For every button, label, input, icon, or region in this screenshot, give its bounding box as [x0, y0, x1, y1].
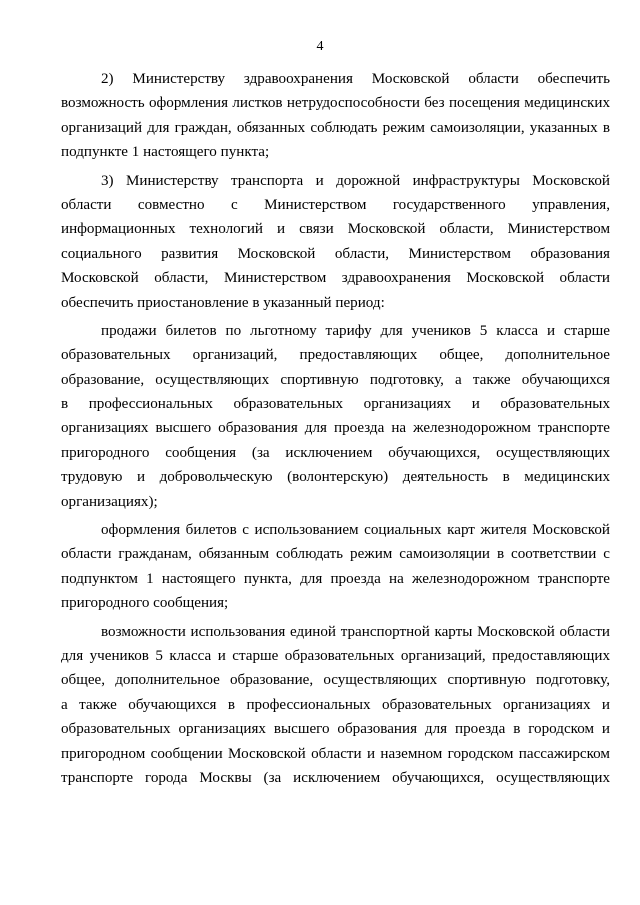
text-line: а также обучающихся в профессиональных образовательных организациях и — [61, 696, 610, 713]
document-body — [61, 67, 610, 794]
text-line: общее, дополнительное образование, осуществляющих спортивную подготовку, — [61, 672, 610, 689]
text-line: социального развития Московской области, Министерством образования — [61, 245, 610, 262]
text-line: пригородном сообщении Московской области и наземном городском пассажирском — [61, 745, 610, 762]
text-line: организациях); — [61, 493, 158, 510]
text-line: пригородного сообщения; — [61, 595, 229, 612]
paragraph — [61, 67, 610, 165]
text-line: организаций для граждан, обязанных соблюдать режим самоизоляции, указанных в — [61, 119, 610, 136]
paragraph — [61, 620, 610, 791]
paragraph — [61, 319, 610, 514]
text-line: информационных технологий и связи Московской области, Министерством — [61, 221, 610, 238]
text-line: транспорте города Москвы (за исключением обучающихся, осуществляющих — [61, 769, 610, 786]
text-line: образовательных организациях высшего образования для проезда в городском и — [61, 721, 610, 738]
text-line: подпунктом 1 настоящего пункта, для проезда на железнодорожном транспорте — [61, 570, 610, 587]
text-line: для учеников 5 класса и старше образовательных организаций, предоставляющих — [61, 647, 610, 664]
text-line: продажи билетов по льготному тарифу для учеников 5 класса и старше — [101, 322, 610, 339]
text-line: возможности использования единой транспортной карты Московской области — [101, 623, 610, 640]
text-line: Московской области, Министерством здравоохранения Московской области — [61, 270, 610, 287]
text-line: оформления билетов с использованием социальных карт жителя Московской — [101, 521, 610, 538]
text-line: трудовую и добровольческую (волонтерскую) деятельность в медицинских — [61, 469, 610, 486]
text-line: обеспечить приостановление в указанный период: — [61, 294, 385, 311]
text-line: образовательных организаций, предоставляющих общее, дополнительное — [61, 347, 610, 364]
text-line: возможность оформления листков нетрудоспособности без посещения медицинских — [61, 95, 610, 112]
text-line: подпункте 1 настоящего пункта; — [61, 144, 270, 161]
text-line: 2) Министерству здравоохранения Московской области обеспечить — [101, 71, 610, 87]
text-line: организациях высшего образования для проезда на железнодорожном транспорте — [61, 420, 610, 437]
text-line: в профессиональных образовательных организациях и образовательных — [61, 396, 610, 413]
text-line: области гражданам, обязанным соблюдать режим самоизоляции в соответствии с — [61, 546, 610, 563]
text-line: 3) Министерству транспорта и дорожной инфраструктуры Московской — [101, 172, 610, 189]
paragraph — [61, 518, 610, 616]
text-line: пригородного сообщения (за исключением обучающихся, осуществляющих — [61, 444, 610, 461]
text-line: образование, осуществляющих спортивную подготовку, а также обучающихся — [61, 371, 610, 388]
paragraph — [61, 169, 610, 315]
page-number: 4 — [316, 39, 324, 54]
text-line: области совместно с Министерством государственного управления, — [61, 196, 610, 213]
